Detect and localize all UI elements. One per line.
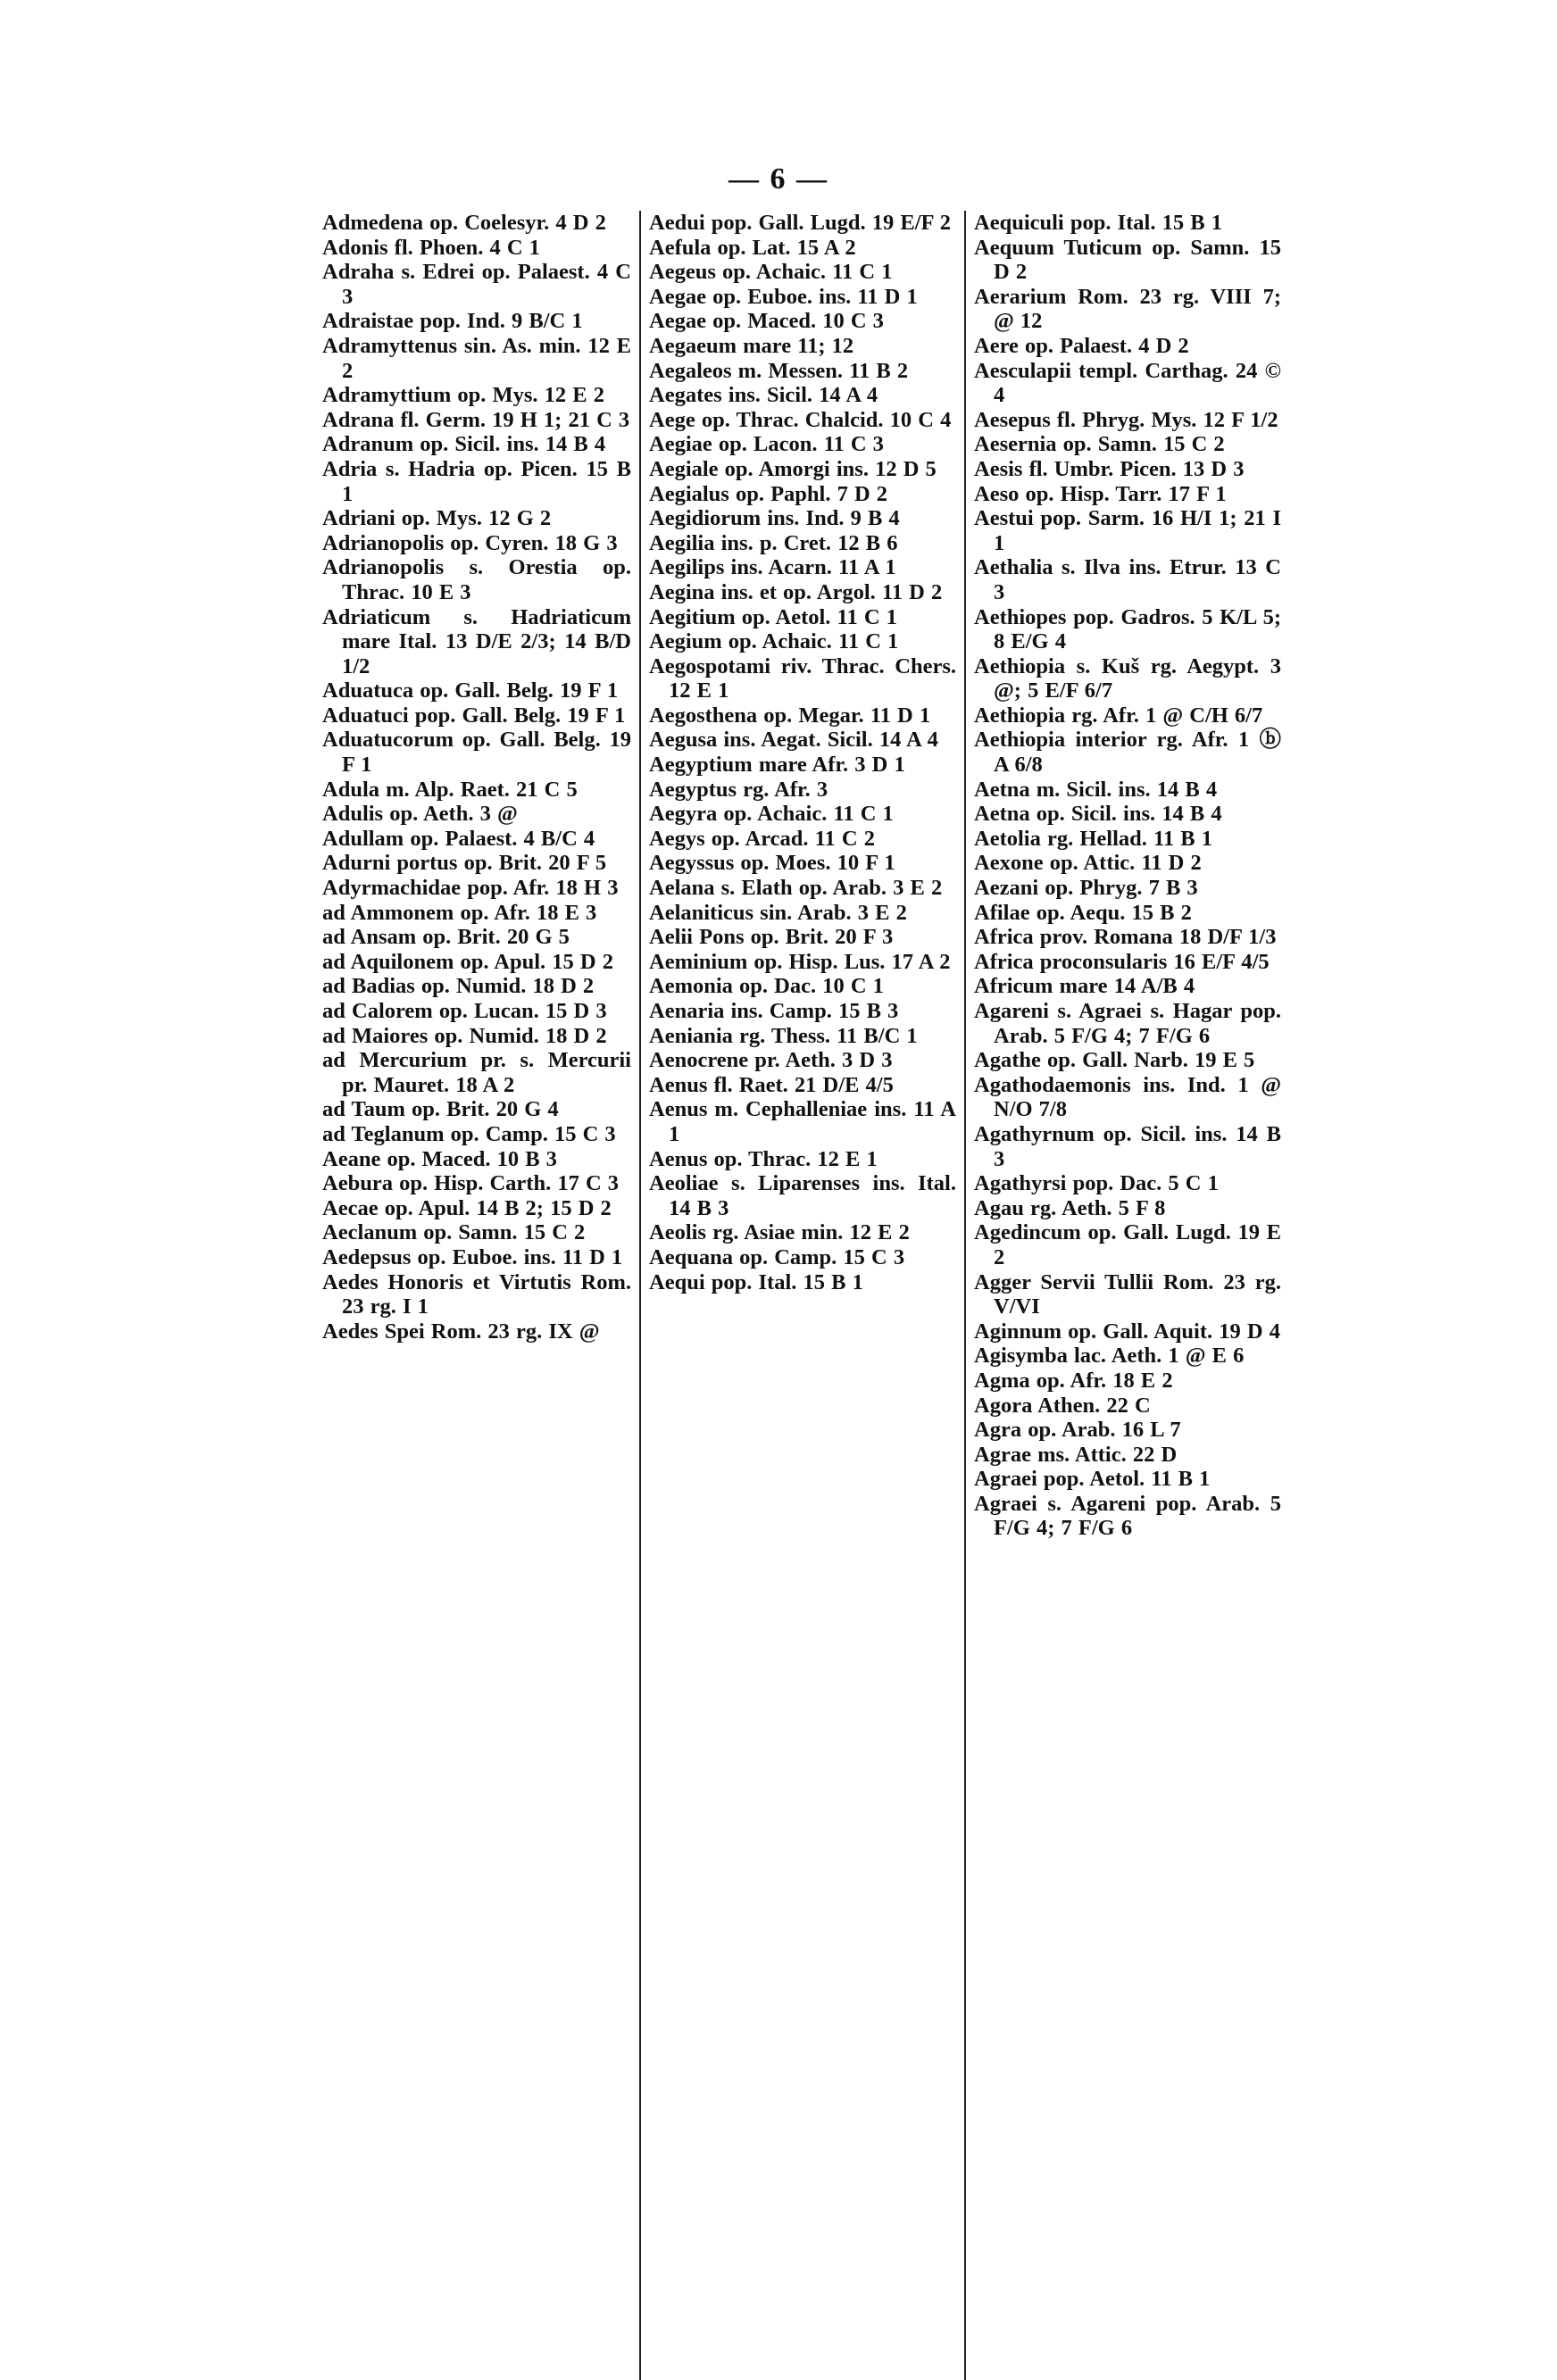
index-entry: Aelaniticus sin. Arab. 3 E 2 [649, 900, 907, 925]
index-entry: Aegiale op. Amorgi ins. 12 D 5 [649, 456, 937, 481]
index-entry: Aegyssus op. Moes. 10 F 1 [649, 851, 895, 876]
index-entry: ad Mercurium pr. s. Mercurii pr. Mauret. 18 A 2 [322, 1048, 631, 1097]
index-entry: Aegosthena op. Megar. 11 D 1 [649, 703, 931, 728]
index-entry: Agora Athen. 22 C [974, 1393, 1151, 1418]
index-entry: Adonis fl. Phoen. 4 C 1 [322, 235, 540, 260]
index-entry: Aethiopia rg. Afr. 1 @ C/H 6/7 [974, 703, 1263, 728]
index-entry: Aequana op. Camp. 15 C 3 [649, 1244, 905, 1269]
index-entry: Aeniania rg. Thess. 11 B/C 1 [649, 1023, 918, 1048]
index-entry: ad Badias op. Numid. 18 D 2 [322, 974, 595, 999]
index-entry: Aegyptium mare Afr. 3 D 1 [649, 753, 905, 778]
index-entry: Adriaticum s. Hadriaticum mare Ital. 13 D/E 2/3; 14 B/D 1/2 [322, 604, 631, 678]
index-entry: Africum mare 14 A/B 4 [974, 974, 1195, 999]
index-entry: Agraei s. Agareni pop. Arab. 5 F/G 4; 7 F/G 6 [974, 1491, 1281, 1541]
index-entry: Adria s. Hadria op. Picen. 15 B 1 [322, 456, 631, 506]
index-entry: Adrana fl. Germ. 19 H 1; 21 C 3 [322, 407, 630, 432]
index-entry: Adranum op. Sicil. ins. 14 B 4 [322, 432, 606, 457]
index-entry: ad Aquilonem op. Apul. 15 D 2 [322, 949, 613, 974]
index-entry: Aestui pop. Sarm. 16 H/I 1; 21 I 1 [974, 506, 1281, 555]
index-entry: Aegitium op. Aetol. 11 C 1 [649, 604, 897, 629]
index-entry: Aduatucorum op. Gall. Belg. 19 F 1 [322, 728, 631, 778]
index-entry: Aegys op. Arcad. 11 C 2 [649, 826, 875, 851]
index-entry: Agra op. Arab. 16 L 7 [974, 1418, 1181, 1443]
index-column-right [964, 211, 1289, 2380]
index-entry: Aequi pop. Ital. 15 B 1 [649, 1269, 863, 1294]
index-entry: Aegina ins. et op. Argol. 11 D 2 [649, 579, 943, 604]
index-entry: Aenocrene pr. Aeth. 3 D 3 [649, 1048, 893, 1073]
index-entry: Africa proconsularis 16 E/F 4/5 [974, 949, 1270, 974]
index-entry: Aeolis rg. Asiae min. 12 E 2 [649, 1220, 910, 1245]
index-entry: ad Ammonem op. Afr. 18 E 3 [322, 900, 597, 925]
index-entry: Adriani op. Mys. 12 G 2 [322, 506, 552, 531]
index-entry: Aelana s. Elath op. Arab. 3 E 2 [649, 876, 943, 901]
index-entry: Aere op. Palaest. 4 D 2 [974, 333, 1189, 358]
index-entry: Aequum Tuticum op. Samn. 15 D 2 [974, 235, 1281, 285]
index-entry: Agma op. Afr. 18 E 2 [974, 1368, 1173, 1393]
index-entry: Adula m. Alp. Raet. 21 C 5 [322, 777, 578, 802]
index-entry: Aegae op. Maced. 10 C 3 [649, 309, 884, 334]
index-entry: ad Ansam op. Brit. 20 G 5 [322, 925, 570, 950]
index-entry: Aegaleos m. Messen. 11 B 2 [649, 358, 909, 383]
index-entry: Aexone op. Attic. 11 D 2 [974, 851, 1202, 876]
index-entry: Aegospotami riv. Thrac. Chers. 12 E 1 [649, 653, 956, 703]
index-entry: Aeso op. Hisp. Tarr. 17 F 1 [974, 481, 1227, 506]
index-entry: Aegilia ins. p. Cret. 12 B 6 [649, 530, 898, 555]
index-entry: Aginnum op. Gall. Aquit. 19 D 4 [974, 1319, 1280, 1344]
index-entry: Aesernia op. Samn. 15 C 2 [974, 432, 1225, 457]
index-entry: Aesculapii templ. Carthag. 24 © 4 [974, 358, 1281, 408]
index-entry: Adramyttenus sin. As. min. 12 E 2 [322, 333, 631, 383]
index-entry: Aeoliae s. Liparenses ins. Ital. 14 B 3 [649, 1171, 956, 1220]
index-entry: Aethiopes pop. Gadros. 5 K/L 5; 8 E/G 4 [974, 604, 1281, 654]
index-entry: Aege op. Thrac. Chalcid. 10 C 4 [649, 407, 952, 432]
index-entry: Aedes Honoris et Virtutis Rom. 23 rg. I 1 [322, 1269, 631, 1319]
index-entry: Aethalia s. Ilva ins. Etrur. 13 C 3 [974, 555, 1281, 604]
index-entry: Aegaeum mare 11; 12 [649, 333, 854, 358]
index-entry: Aesis fl. Umbr. Picen. 13 D 3 [974, 456, 1245, 481]
index-column-left [314, 211, 639, 2380]
index-entry: Agisymba lac. Aeth. 1 @ E 6 [974, 1344, 1245, 1369]
index-entry: Agger Servii Tullii Rom. 23 rg. V/VI [974, 1269, 1281, 1319]
index-entry: Adulis op. Aeth. 3 @ [322, 802, 518, 827]
index-entry: Africa prov. Romana 18 D/F 1/3 [974, 925, 1277, 950]
index-entry: ad Taum op. Brit. 20 G 4 [322, 1097, 559, 1122]
page-number: — 6 — [729, 162, 828, 196]
index-entry: Adramyttium op. Mys. 12 E 2 [322, 383, 605, 408]
index-entry: Aeminium op. Hisp. Lus. 17 A 2 [649, 949, 951, 974]
index-entry: Adraha s. Edrei op. Palaest. 4 C 3 [322, 260, 631, 309]
index-entry: Adraistae pop. Ind. 9 B/C 1 [322, 309, 583, 334]
index-entry: Aethiopia s. Kuš rg. Aegypt. 3 @; 5 E/F 6/7 [974, 653, 1281, 703]
index-entry: Aedepsus op. Euboe. ins. 11 D 1 [322, 1244, 623, 1269]
index-entry: ad Maiores op. Numid. 18 D 2 [322, 1023, 607, 1048]
index-entry: Aeclanum op. Samn. 15 C 2 [322, 1220, 586, 1245]
index-entry: Aegium op. Achaic. 11 C 1 [649, 629, 899, 654]
index-entry: Aequiculi pop. Ital. 15 B 1 [974, 211, 1222, 235]
index-entry: Agraei pop. Aetol. 11 B 1 [974, 1467, 1211, 1492]
index-entry: Afilae op. Aequ. 15 B 2 [974, 900, 1192, 925]
index-entry: Aegidiorum ins. Ind. 9 B 4 [649, 506, 900, 531]
index-entry: Adrianopolis s. Orestia op. Thrac. 10 E 3 [322, 555, 631, 604]
index-entry: Adyrmachidae pop. Afr. 18 H 3 [322, 876, 619, 901]
index-entry: Aetolia rg. Hellad. 11 B 1 [974, 826, 1212, 851]
index-entry: Agedincum op. Gall. Lugd. 19 E 2 [974, 1220, 1281, 1269]
index-entry: Aetna op. Sicil. ins. 14 B 4 [974, 802, 1222, 827]
index-entry: Aegusa ins. Aegat. Sicil. 14 A 4 [649, 728, 938, 753]
index-entry: Aegyra op. Achaic. 11 C 1 [649, 802, 894, 827]
index-entry: Agau rg. Aeth. 5 F 8 [974, 1195, 1166, 1220]
index-entry: Aezani op. Phryg. 7 B 3 [974, 876, 1198, 901]
index-entry: Aemonia op. Dac. 10 C 1 [649, 974, 884, 999]
index-entry: Adurni portus op. Brit. 20 F 5 [322, 851, 607, 876]
index-entry: Agareni s. Agraei s. Hagar pop. Arab. 5 F/G 4; 7 F/G 6 [974, 999, 1281, 1048]
index-entry: Aenaria ins. Camp. 15 B 3 [649, 999, 899, 1023]
index-entry: Agrae ms. Attic. 22 D [974, 1442, 1178, 1467]
index-entry: Aenus fl. Raet. 21 D/E 4/5 [649, 1072, 894, 1097]
index-entry: Aegialus op. Paphl. 7 D 2 [649, 481, 888, 506]
index-entry: Adullam op. Palaest. 4 B/C 4 [322, 826, 595, 851]
index-entry: Aegiae op. Lacon. 11 C 3 [649, 432, 884, 457]
index-entry: Aegilips ins. Acarn. 11 A 1 [649, 555, 896, 580]
index-entry: Aduatuci pop. Gall. Belg. 19 F 1 [322, 703, 626, 728]
index-entry: Aegeus op. Achaic. 11 C 1 [649, 260, 893, 285]
index-entry: Aenus m. Cephalleniae ins. 11 A 1 [649, 1097, 956, 1146]
index-entry: Aebura op. Hisp. Carth. 17 C 3 [322, 1171, 620, 1196]
index-entry: Aduatuca op. Gall. Belg. 19 F 1 [322, 678, 619, 703]
index-entry: Agathodaemonis ins. Ind. 1 @ N/O 7/8 [974, 1072, 1281, 1122]
index-entry: Adrianopolis op. Cyren. 18 G 3 [322, 530, 618, 555]
index-entry: Aelii Pons op. Brit. 20 F 3 [649, 925, 894, 950]
index-entry: Aenus op. Thrac. 12 E 1 [649, 1146, 878, 1171]
index-entry: ad Teglanum op. Camp. 15 C 3 [322, 1121, 616, 1146]
index-entry: Agathe op. Gall. Narb. 19 E 5 [974, 1048, 1255, 1073]
index-entry: Aesepus fl. Phryg. Mys. 12 F 1/2 [974, 407, 1278, 432]
index-entry: Aedui pop. Gall. Lugd. 19 E/F 2 [649, 211, 951, 235]
index-entry: Aefula op. Lat. 15 A 2 [649, 235, 856, 260]
index-entry: ad Calorem op. Lucan. 15 D 3 [322, 999, 607, 1023]
index-entry: Aecae op. Apul. 14 B 2; 15 D 2 [322, 1195, 612, 1220]
index-entry: Aerarium Rom. 23 rg. VIII 7; @ 12 [974, 284, 1281, 334]
index-column-middle [639, 211, 964, 2380]
index-entry: Admedena op. Coelesyr. 4 D 2 [322, 211, 606, 235]
index-entry: Aeane op. Maced. 10 B 3 [322, 1146, 557, 1171]
index-entry: Aetna m. Sicil. ins. 14 B 4 [974, 777, 1218, 802]
index-entry: Agathyrnum op. Sicil. ins. 14 B 3 [974, 1121, 1281, 1171]
index-entry: Aethiopia interior rg. Afr. 1 ⓑ A 6/8 [974, 728, 1281, 778]
index-entry: Aedes Spei Rom. 23 rg. IX @ [322, 1319, 600, 1344]
index-entry: Aegates ins. Sicil. 14 A 4 [649, 383, 878, 408]
index-entry: Aegae op. Euboe. ins. 11 D 1 [649, 284, 918, 309]
index-entry: Agathyrsi pop. Dac. 5 C 1 [974, 1171, 1219, 1196]
index-columns [314, 211, 1289, 2380]
index-entry: Aegyptus rg. Afr. 3 [649, 777, 828, 802]
